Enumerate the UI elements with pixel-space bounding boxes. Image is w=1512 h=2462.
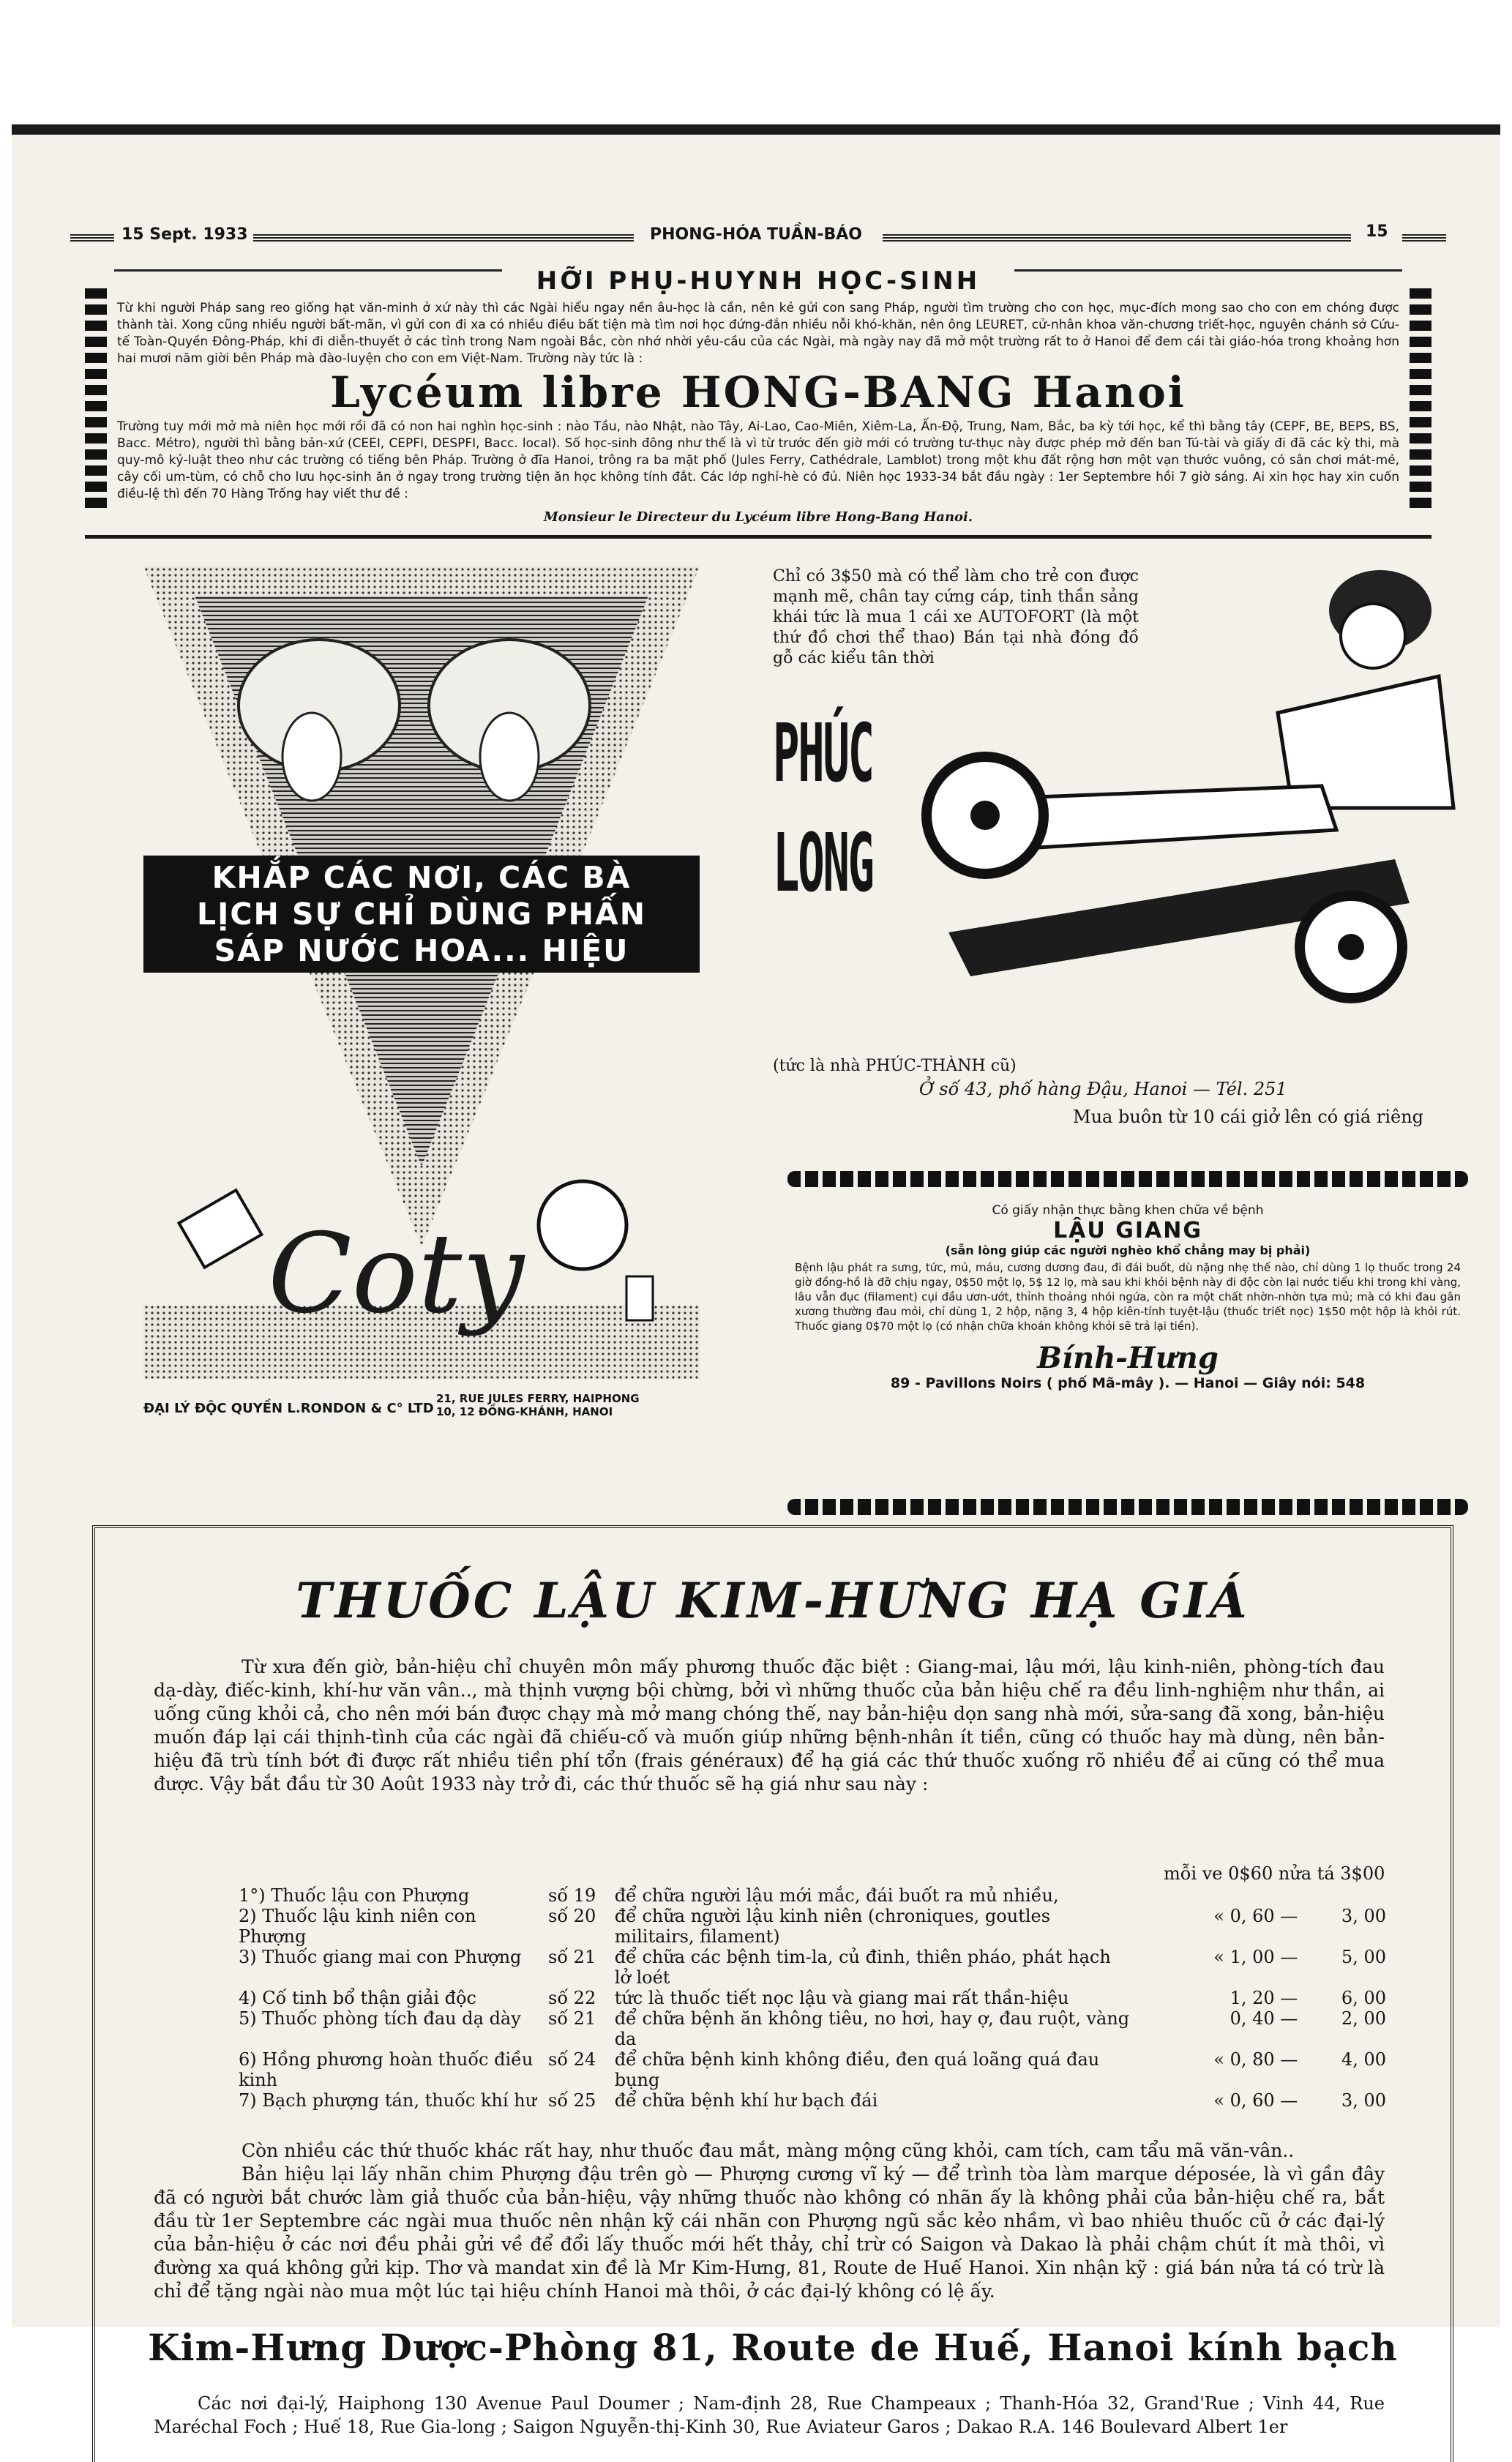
- header-date: 15 Sept. 1933: [121, 225, 248, 244]
- price-row-name: 5) Thuốc phòng tích đau dạ dày: [239, 2008, 521, 2029]
- kim-hung-intro: Từ xưa đến giờ, bản-hiệu chỉ chuyên môn mấy phương thuốc đặc biệt : Giang-mai, lậu mới, lậu kinh-niên, phòng-tích đau dạ-dày, điếc-kinh, khí-hư văn vân.., mà thịnh vượng bội chừng, bởi vì những thuốc của bản hiệu chế ra đều linh-nghiệm như thần, ai uống cũng khỏi cả, cho nên mới bán được chạy mà mở mang chóng thế, nay bản-hiệu dọn sang nhà mới, sửa-sang đã xong, bản-hiệu muốn đáp lại cái thịnh-tình của các ngài đã chiếu-cố và muốn giúp những bệnh-nhân ít tiền, cũng có thuốc hay mà dùng, nên bản-hiệu đã trù tính bớt đi được rất nhiều tiền phí tổn (frais généraux) để hạ giá các thứ thuốc xuống rõ nhiều để ai cũng có thể mua được. Vậy bắt đầu từ 30 Août 1933 này trở đi, các thứ thuốc sẽ hạ giá như sau này :: [154, 1656, 1385, 1795]
- price-row-number: số 19: [548, 1885, 596, 1906]
- price-row-dozen-price: [1302, 1885, 1391, 1906]
- binh-hung-brand: Bính-Hưng: [1037, 1341, 1219, 1375]
- child-face: [1341, 604, 1405, 668]
- school-ad-details: Trường tuy mới mở mà niên học mới rồi đã có non hai nghìn học-sinh : nào Tầu, nào Nhật, nào Tây, Ai-Lao, Cao-Miên, Xiêm-La, Ấn-Độ, Trung, Nam, Bắc, ba kỳ tới học, kể thì bằng tây (CEPF, BE, BEPS, BS, Bacc. Métro), người thì bằng bản-xứ (CEEI, CEPFI, DESPFI, Bacc. local). Số học-sinh đông như thế là vì từ trước đến giờ mới có trường tư-thục này được phép mở đến ban Tú-tài và giấy đi đã các kỳ thi, mà quy-mô kỷ-luật theo như các trường có tiếng bên Pháp. Trường ở đĩa Hanoi, trông ra ba mặt phố (Jules Ferry, Cathédrale, Lamblot) trong một khu đất rộng hơn một vạn thước vuông, có sân chơi mát-mẻ, cây cối um-tùm, có chỗ cho lưu học-sinh ăn ở ngay trong trường tiện ăn học không tính đắt. Các lớp nghỉ-hè có đủ. Niên học 1933-34 bắt đầu ngày : 1er Septembre hồi 7 giờ sáng. Ai xin học hay xin cuốn điều-lệ thì đến 70 Hàng Trống hay viết thư đề :: [117, 419, 1399, 501]
- header-rule-mid-left: [253, 234, 634, 242]
- coty-banner-line-1: KHẮP CÁC NƠI, CÁC BÀ: [212, 860, 632, 895]
- kim-hung-price-table: [234, 1885, 1391, 2111]
- coty-perfume-ad: [143, 566, 700, 1437]
- price-row-half-price: « 0, 80 —: [1213, 2049, 1298, 2070]
- price-row-name: 7) Bạch phượng tán, thuốc khí hư: [239, 2090, 537, 2111]
- price-row-name: 3) Thuốc giang mai con Phượng: [239, 1947, 522, 1967]
- right-bulb: [480, 713, 539, 801]
- price-row-use: để chữa bệnh khí hư bạch đái: [614, 2090, 878, 2111]
- phuc-long-brand-line-2: LONG: [773, 816, 873, 910]
- perfume-bottle-left: [179, 1190, 262, 1268]
- price-row-use: để chữa người lậu kinh niên (chroniques, goutles militairs, filament): [614, 1906, 1051, 1947]
- coty-signature-logo: Coty: [268, 1211, 525, 1338]
- price-row-number: số 20: [548, 1906, 596, 1926]
- price-row-half-price: 0, 40 —: [1230, 2008, 1298, 2029]
- powder-box-right: [539, 1181, 626, 1269]
- lau-giang-title: LẬU GIANG: [1053, 1218, 1202, 1243]
- kim-hung-trademark-notice: Bản hiệu lại lấy nhãn chim Phượng đậu trên gò — Phượng cương vĩ ký — để trình tòa làm marque déposée, là vì gần đây đã có người bắt chước làm giả thuốc của bản-hiệu, vậy những thuốc nào không có nhãn ấy là không phải của bản-hiệu chế ra, bắt đầu từ 1er Septembre các ngài mua thuốc nên nhận kỹ cái nhãn con Phượng ngũ sắc kẻo nhầm, vì bao nhiêu thuốc cũ ở các đại-lý của bản-hiệu ở các nơi đều phải gửi về để đổi lấy thuốc mới hết thảy, chỉ trừ có Saigon và Dakao là phải chậm chút ít mà thôi, vì đường xa quá không gửi kịp. Thơ và mandat xin đề là Mr Kim-Hưng, 81, Route de Huế Hanoi. Xin nhận kỹ : giá bán nửa tá có trừ là chỉ để tặng ngài nào mua một lúc tại hiệu chính Hanoi mà thôi, ở các đại-lý không có lệ ấy.: [154, 2163, 1385, 2302]
- school-ad-heading: HỠI PHỤ-HUYNH HỌC-SINH: [502, 266, 1014, 296]
- price-row-dozen-price: 5, 00: [1341, 1947, 1386, 1967]
- price-row-number: số 21: [548, 1947, 596, 1967]
- price-row: [234, 2090, 1391, 2111]
- price-row-use: tức là thuốc tiết nọc lậu và giang mai rất thần-hiệu: [614, 1988, 1069, 2008]
- lau-giang-body: Bệnh lậu phát ra sưng, tức, mủ, máu, cương dương đau, đi đái buốt, dù nặng nhẹ thế nào, chỉ dùng 1 lọ thuốc trong 24 giờ đồng-hồ là đỡ chịu ngay, 0$50 một lọ, 5$ 12 lọ, mà sau khi khỏi bệnh này đi độc còn lại nước tiểu khi trong khi vàng, lâu vẫn đục (filament) cụi đầu ươn-ướt, thỉnh thoảng nhói ngứa, còn ra một chất nhờn-nhờn tựa mủ; mà có khi đau gân xương thường đau mỏi, chỉ dùng 1, 2 hộp, nặng 3, 4 hộp kiên-tính tuyệt-lậu (thuốc triết nọc) 1$50 một hộp là khỏi rút. Thuốc giang 0$70 một lọ (có nhận chữa khoán không khỏi sẽ trả lại tiền).: [795, 1261, 1461, 1333]
- wave-divider-top: [787, 1171, 1468, 1187]
- price-row-name: 2) Thuốc lậu kinh niên con Phượng: [239, 1906, 476, 1947]
- price-row: [234, 1947, 1391, 1988]
- kim-hung-other-remedies: Còn nhiều các thứ thuốc khác rất hay, như thuốc đau mắt, màng mộng cũng khỏi, cam tích, cam tẩu mã văn-vân..: [242, 2140, 1295, 2161]
- price-row: [234, 1906, 1391, 1947]
- price-row-use: để chữa các bệnh tim-la, củ đinh, thiên pháo, phát hạch lở loét: [614, 1947, 1111, 1988]
- school-ad-signature: Monsieur le Directeur du Lycéum libre Hong-Bang Hanoi.: [543, 509, 973, 525]
- phuc-long-ad: [773, 566, 1461, 1145]
- phuc-long-brand: [773, 698, 873, 918]
- price-row-use: để chữa bệnh ăn không tiêu, no hơi, hay ợ, đau ruột, vàng da: [614, 2008, 1130, 2049]
- price-row-dozen-price: 3, 00: [1341, 1906, 1386, 1926]
- price-row-name: 1°) Thuốc lậu con Phượng: [239, 1885, 470, 1906]
- price-row-use: để chữa bệnh kinh không điều, đen quá loãng quá đau bụng: [614, 2049, 1100, 2090]
- price-row-half-price: [1134, 1885, 1302, 1906]
- kim-hung-ad: [92, 1525, 1453, 2462]
- school-ad: [85, 266, 1431, 530]
- bike-ad-text: Chỉ có 3$50 mà có thể làm cho trẻ con được mạnh mẽ, chân tay cứng cáp, tinh thần sảng khái tức là mua 1 cái xe AUTOFORT (là một thứ đồ chơi thể thao) Bán tại nhà đóng đồ gỗ các kiểu tân thời: [773, 567, 1139, 667]
- coty-banner-line-3: SÁP NƯỚC HOA... HIỆU: [214, 933, 629, 968]
- newspaper-page: [12, 124, 1500, 2437]
- autofort-illustration: [883, 566, 1461, 1035]
- left-bulb: [282, 713, 341, 801]
- header-rule-left: [70, 234, 114, 242]
- price-row-dozen-price: 2, 00: [1341, 2008, 1386, 2029]
- price-row: [234, 1988, 1391, 2008]
- price-row-dozen-price: 3, 00: [1341, 2090, 1386, 2111]
- price-row-use: để chữa người lậu mới mắc, đái buốt ra mủ nhiều,: [614, 1885, 1059, 1906]
- price-row-number: số 25: [548, 2090, 596, 2111]
- lau-giang-certified: Có giấy nhận thực bằng khen chữa về bệnh: [992, 1203, 1264, 1218]
- price-row: [234, 1885, 1391, 1906]
- coty-address-hanoi: 10, 12 ĐỒNG-KHÁNH, HANOI: [436, 1405, 613, 1418]
- price-row-half-price: « 0, 60 —: [1213, 2090, 1298, 2111]
- coty-banner: [146, 859, 697, 969]
- price-row-dozen-price: 6, 00: [1341, 1988, 1386, 2008]
- kim-hung-banner: Kim-Hưng Dược-Phòng 81, Route de Huế, Hanoi kính bạch: [148, 2326, 1398, 2369]
- price-row-number: số 24: [548, 2049, 596, 2070]
- header-paper-name: PHONG-HÓA TUẦN-BÁO: [650, 225, 862, 244]
- rear-hub: [1338, 934, 1364, 960]
- coty-address-haiphong: 21, RUE JULES FERRY, HAIPHONG: [436, 1392, 640, 1405]
- kim-hung-agents: Các nơi đại-lý, Haiphong 130 Avenue Paul Doumer ; Nam-định 28, Rue Champeaux ; Thanh-Hóa 32, Grand'Rue ; Vinh 44, Rue Maréchal Foch ; Huế 18, Rue Gia-long ; Saigon Nguyễn-thị-Kinh 30, Rue Aviateur Garos ; Dakao R.A. 146 Boulevard Albert 1er: [154, 2393, 1385, 2437]
- school-ad-bottom-rule: [85, 535, 1431, 539]
- price-row: [234, 2049, 1391, 2090]
- kim-hung-title: THUỐC LẬU KIM-HƯNG HẠ GIÁ: [296, 1572, 1250, 1629]
- coty-addresses: [436, 1392, 640, 1418]
- front-hub: [970, 801, 1000, 830]
- price-row: [234, 2008, 1391, 2049]
- price-row-number: số 22: [548, 1988, 596, 2008]
- binh-hung-address: 89 - Pavillons Noirs ( phố Mã-mây ). — Hanoi — Giây nói: 548: [890, 1375, 1366, 1391]
- price-row-dozen-price: 4, 00: [1341, 2049, 1386, 2070]
- lau-giang-subtitle: (sẵn lòng giúp các người nghèo khổ chẳng may bị phải): [945, 1243, 1311, 1257]
- price-row-half-price: « 1, 00 —: [1213, 1947, 1298, 1967]
- kim-hung-price-header: mỗi ve 0$60 nửa tá 3$00: [1164, 1863, 1385, 1884]
- price-row-half-price: « 0, 60 —: [1213, 1906, 1298, 1926]
- phuc-long-brand-line-1: PHÚC: [773, 706, 873, 800]
- price-row-half-price: 1, 20 —: [1230, 1988, 1298, 2008]
- header-rule-mid-right: [883, 234, 1351, 242]
- price-row-name: 6) Hồng phương hoàn thuốc điều kinh: [239, 2049, 534, 2090]
- lau-giang-ad: [787, 1203, 1468, 1496]
- school-name: Lycéum libre HONG-BANG Hanoi: [330, 367, 1186, 417]
- price-row-number: số 21: [548, 2008, 596, 2029]
- wave-divider-bottom: [787, 1499, 1468, 1515]
- price-row-name: 4) Cố tinh bổ thận giải độc: [239, 1988, 476, 2008]
- coty-banner-line-2: LỊCH SỰ CHỈ DÙNG PHẤN: [196, 897, 647, 932]
- phuc-long-formerly: (tức là nhà PHÚC-THÀNH cũ): [773, 1057, 1017, 1075]
- phuc-long-wholesale: Mua buôn từ 10 cái giở lên có giá riêng: [1073, 1107, 1424, 1127]
- school-ad-intro: Từ khi người Pháp sang reo giống hạt văn-minh ở xứ này thì các Ngài hiểu ngay nền âu-học là cần, nên kẻ gửi con sang Pháp, người tìm trường cho con học, mục-đích mong sao cho con em chóng được thành tài. Xong cũng nhiều người bất-mãn, vì gửi con đi xa có nhiều điều bất tiện mà tìm nơi học đứng-đắn nhiều nỗi khó-khăn, nên ông LEURET, cử-nhân khoa văn-chương triết-học, nguyên chánh sở Cứu-tế Toàn-Quyền Đông-Pháp, khi đi diễn-thuyết ở các tỉnh trong Nam ngoài Bắc, còn nhớ nhời yêu-cầu của các Ngài, mà ngày nay đã mở một trường rất to ở Hanoi để đem cái tài giáo-hóa trong khoảng hơn hai mươi năm giời bên Pháp mà đào-luyện cho con em Việt-Nam. Trường này tức là :: [117, 301, 1399, 366]
- header-rule-right: [1402, 234, 1446, 242]
- coty-monogram-box: [626, 1276, 653, 1320]
- phuc-long-address: Ở số 43, phố hàng Đậu, Hanoi — Tél. 251: [919, 1079, 1287, 1099]
- coty-agent: ĐẠI LÝ ĐỘC QUYỀN L.RONDON & C° LTD: [143, 1401, 434, 1416]
- header-page-number: 15: [1366, 222, 1388, 241]
